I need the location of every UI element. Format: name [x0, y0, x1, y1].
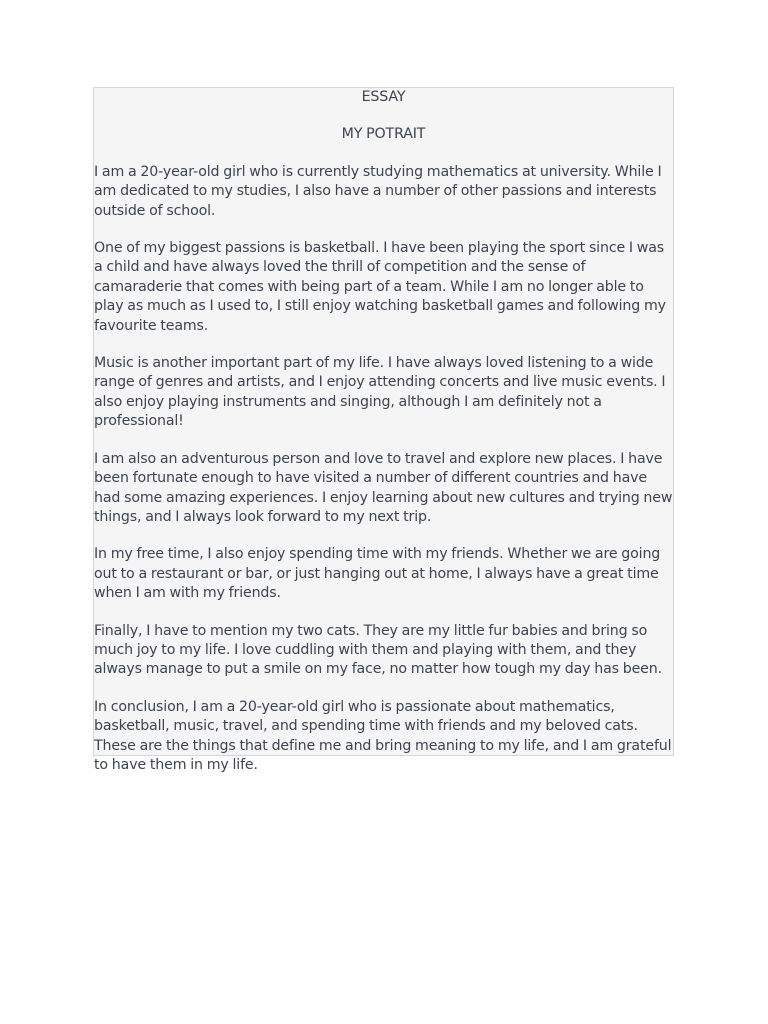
paragraph-cats: Finally, I have to mention my two cats. They are my little fur babies and bring so much joy to my life. I love cuddling with them and playing with them, and they always manage to put a smile on my face, no matter how tough my day has been.: [94, 622, 662, 678]
essay-title: ESSAY: [361, 89, 406, 105]
paragraph-friends: In my free time, I also enjoy spending time with my friends. Whether we are going out to a restaurant or bar, or just hanging out at home, I always have a great time when I am with my friends.: [94, 546, 661, 602]
paragraph-intro: I am a 20-year-old girl who is currently studying mathematics at university. While I am dedicated to my studies, I also have a number of other passions and interests outside of school.: [94, 163, 662, 219]
essay-text-box[interactable]: [93, 87, 674, 773]
paragraph-conclusion: In conclusion, I am a 20-year-old girl who is passionate about mathematics, basketball, music, travel, and spending time with friends and my beloved cats. These are the things that define me and bring meaning to my life, and I am grateful to have them in my life.: [94, 698, 672, 773]
paragraph-travel: I am also an adventurous person and love to travel and explore new places. I have been fortunate enough to have visited a number of different countries and have had some amazing experiences. I enjoy learning about new cultures and trying new things, and I always look forward to my next trip.: [94, 450, 673, 525]
paragraph-music: Music is another important part of my life. I have always loved listening to a wide range of genres and artists, and I enjoy attending concerts and live music events. I also enjoy playing instruments and singing, although I am definitely not a professional!: [94, 355, 666, 430]
essay-subtitle: MY POTRAIT: [341, 126, 426, 143]
paragraph-basketball: One of my biggest passions is basketball. I have been playing the sport since I was a child and have always loved the thrill of competition and the sense of camaraderie that comes with being part of a team. While I am no longer able to play as much as I used to, I still enjoy watching basketball games and following my favourite teams.: [94, 240, 666, 334]
